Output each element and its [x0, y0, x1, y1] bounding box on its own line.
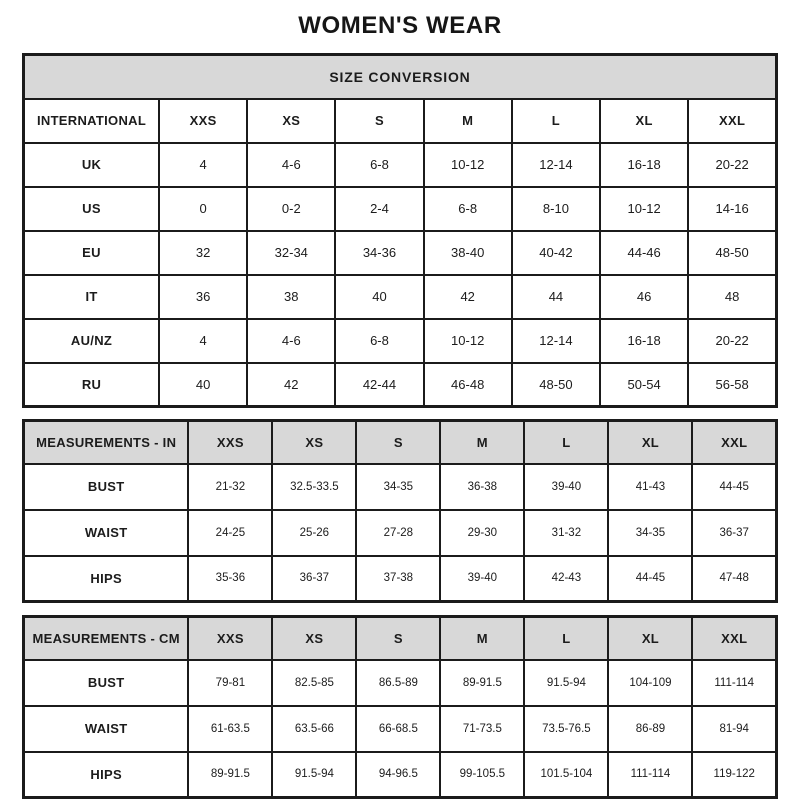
data-cell: 44: [512, 275, 600, 319]
column-header: L: [524, 421, 608, 464]
data-cell: 42: [247, 363, 335, 407]
data-cell: 8-10: [512, 187, 600, 231]
data-cell: 34-35: [356, 464, 440, 510]
column-header: XXS: [159, 99, 247, 143]
data-cell: 63.5-66: [272, 706, 356, 752]
data-cell: 38: [247, 275, 335, 319]
column-header: S: [335, 99, 423, 143]
data-cell: 2-4: [335, 187, 423, 231]
data-cell: 39-40: [440, 556, 524, 602]
data-cell: 4: [159, 143, 247, 187]
size-conversion-banner: SIZE CONVERSION: [24, 55, 777, 99]
table-row: [24, 752, 777, 798]
table-row: [24, 510, 777, 556]
column-header: M: [424, 99, 512, 143]
table-row: [24, 706, 777, 752]
data-cell: 4-6: [247, 143, 335, 187]
data-cell: 86-89: [608, 706, 692, 752]
data-cell: 91.5-94: [524, 660, 608, 706]
data-cell: 42-43: [524, 556, 608, 602]
data-cell: 0-2: [247, 187, 335, 231]
column-header-row: [24, 617, 777, 660]
data-cell: 48-50: [512, 363, 600, 407]
table-row: [24, 275, 777, 319]
row-label: WAIST: [24, 706, 189, 752]
data-cell: 44-45: [692, 464, 776, 510]
data-cell: 86.5-89: [356, 660, 440, 706]
data-cell: 10-12: [424, 319, 512, 363]
data-cell: 91.5-94: [272, 752, 356, 798]
table-row: [24, 464, 777, 510]
column-header: XXS: [188, 421, 272, 464]
data-cell: 34-36: [335, 231, 423, 275]
data-cell: 40-42: [512, 231, 600, 275]
column-header: XXL: [692, 617, 776, 660]
row-label: BUST: [24, 660, 189, 706]
data-cell: 27-28: [356, 510, 440, 556]
column-header: XS: [272, 617, 356, 660]
data-cell: 42: [424, 275, 512, 319]
measurements-in-table: [22, 419, 778, 603]
data-cell: 44-45: [608, 556, 692, 602]
data-cell: 12-14: [512, 143, 600, 187]
column-header: XL: [608, 617, 692, 660]
column-header: M: [440, 617, 524, 660]
row-label: IT: [24, 275, 160, 319]
row-label: HIPS: [24, 752, 189, 798]
data-cell: 25-26: [272, 510, 356, 556]
data-cell: 31-32: [524, 510, 608, 556]
data-cell: 14-16: [688, 187, 776, 231]
data-cell: 119-122: [692, 752, 776, 798]
data-cell: 29-30: [440, 510, 524, 556]
data-cell: 47-48: [692, 556, 776, 602]
table-banner-row: [24, 55, 777, 99]
column-header: S: [356, 421, 440, 464]
column-header: L: [524, 617, 608, 660]
data-cell: 89-91.5: [188, 752, 272, 798]
data-cell: 40: [159, 363, 247, 407]
table-row: [24, 319, 777, 363]
data-cell: 71-73.5: [440, 706, 524, 752]
data-cell: 40: [335, 275, 423, 319]
data-cell: 46: [600, 275, 688, 319]
column-header-row: [24, 421, 777, 464]
data-cell: 81-94: [692, 706, 776, 752]
data-cell: 21-32: [188, 464, 272, 510]
row-label: RU: [24, 363, 160, 407]
data-cell: 94-96.5: [356, 752, 440, 798]
table-row: [24, 363, 777, 407]
data-cell: 36-37: [692, 510, 776, 556]
data-cell: 12-14: [512, 319, 600, 363]
data-cell: 16-18: [600, 143, 688, 187]
column-header: XS: [272, 421, 356, 464]
column-header: M: [440, 421, 524, 464]
row-label: HIPS: [24, 556, 189, 602]
data-cell: 6-8: [424, 187, 512, 231]
data-cell: 82.5-85: [272, 660, 356, 706]
row-label: EU: [24, 231, 160, 275]
column-header: XXL: [692, 421, 776, 464]
data-cell: 36-38: [440, 464, 524, 510]
data-cell: 89-91.5: [440, 660, 524, 706]
data-cell: 36: [159, 275, 247, 319]
data-cell: 32.5-33.5: [272, 464, 356, 510]
data-cell: 79-81: [188, 660, 272, 706]
data-cell: 39-40: [524, 464, 608, 510]
column-header: XL: [608, 421, 692, 464]
size-conversion-table: [22, 53, 778, 408]
data-cell: 37-38: [356, 556, 440, 602]
data-cell: 24-25: [188, 510, 272, 556]
data-cell: 4: [159, 319, 247, 363]
column-header-row: [24, 99, 777, 143]
row-label: US: [24, 187, 160, 231]
table-row: [24, 143, 777, 187]
data-cell: 56-58: [688, 363, 776, 407]
data-cell: 20-22: [688, 143, 776, 187]
data-cell: 111-114: [608, 752, 692, 798]
column-header: INTERNATIONAL: [24, 99, 160, 143]
data-cell: 16-18: [600, 319, 688, 363]
table-row: [24, 556, 777, 602]
data-cell: 38-40: [424, 231, 512, 275]
data-cell: 6-8: [335, 319, 423, 363]
data-cell: 10-12: [424, 143, 512, 187]
data-cell: 10-12: [600, 187, 688, 231]
data-cell: 6-8: [335, 143, 423, 187]
data-cell: 41-43: [608, 464, 692, 510]
column-header: XL: [600, 99, 688, 143]
table-row: [24, 660, 777, 706]
measurements-cm-table: [22, 615, 778, 799]
row-label: AU/NZ: [24, 319, 160, 363]
measurements-cm-header: MEASUREMENTS - CM: [24, 617, 189, 660]
data-cell: 66-68.5: [356, 706, 440, 752]
data-cell: 20-22: [688, 319, 776, 363]
table-row: [24, 187, 777, 231]
data-cell: 111-114: [692, 660, 776, 706]
data-cell: 32: [159, 231, 247, 275]
data-cell: 101.5-104: [524, 752, 608, 798]
column-header: L: [512, 99, 600, 143]
data-cell: 32-34: [247, 231, 335, 275]
data-cell: 61-63.5: [188, 706, 272, 752]
data-cell: 46-48: [424, 363, 512, 407]
data-cell: 48: [688, 275, 776, 319]
row-label: BUST: [24, 464, 189, 510]
data-cell: 4-6: [247, 319, 335, 363]
data-cell: 104-109: [608, 660, 692, 706]
measurements-in-header: MEASUREMENTS - IN: [24, 421, 189, 464]
data-cell: 50-54: [600, 363, 688, 407]
data-cell: 48-50: [688, 231, 776, 275]
column-header: XXS: [188, 617, 272, 660]
data-cell: 99-105.5: [440, 752, 524, 798]
data-cell: 35-36: [188, 556, 272, 602]
data-cell: 0: [159, 187, 247, 231]
column-header: S: [356, 617, 440, 660]
data-cell: 42-44: [335, 363, 423, 407]
row-label: WAIST: [24, 510, 189, 556]
table-row: [24, 231, 777, 275]
column-header: XS: [247, 99, 335, 143]
data-cell: 34-35: [608, 510, 692, 556]
data-cell: 73.5-76.5: [524, 706, 608, 752]
row-label: UK: [24, 143, 160, 187]
page-title: WOMEN'S WEAR: [298, 12, 502, 39]
data-cell: 36-37: [272, 556, 356, 602]
data-cell: 44-46: [600, 231, 688, 275]
column-header: XXL: [688, 99, 776, 143]
